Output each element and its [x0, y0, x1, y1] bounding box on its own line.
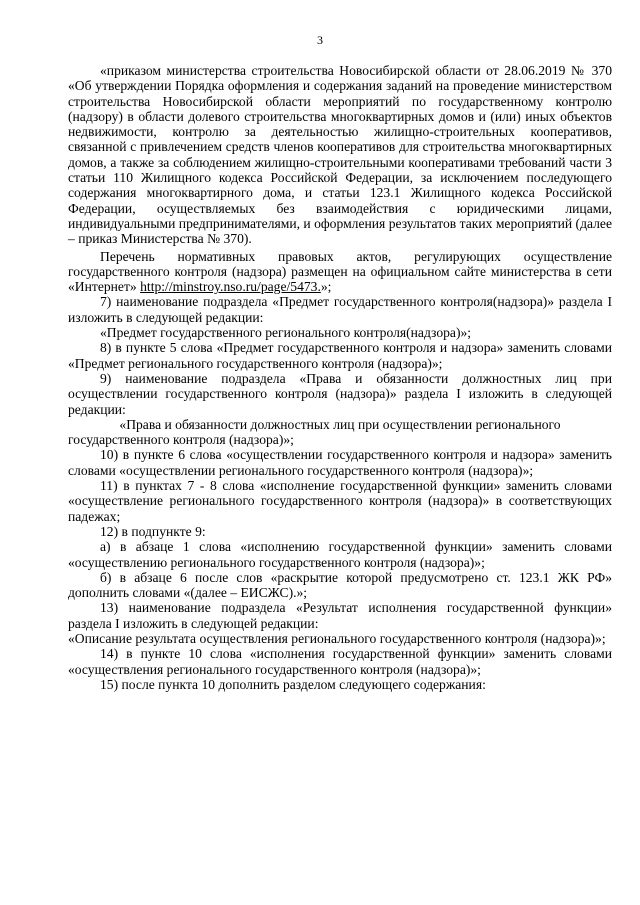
paragraph-item-14: 14) в пункте 10 слова «исполнения государственной функции» заменить словами «осуществления регионального государственного контроля (надзора)»; — [68, 646, 612, 677]
paragraph-item-12b: б) в абзаце 6 после слов «раскрытие которой предусмотрено ст. 123.1 ЖК РФ» дополнить словами «(далее – ЕИСЖС).»; — [68, 569, 612, 601]
paragraph-item-9: 9) наименование подраздела «Права и обязанности должностных лиц при осуществлении государственного контроля (надзора)» раздела I изложить в следующей редакции: — [68, 370, 612, 417]
link-suffix: »; — [320, 279, 332, 295]
paragraph-item-12: 12) в подпункте 9: — [100, 523, 206, 539]
paragraph-legal-acts — [68, 249, 612, 295]
minstroy-link[interactable]: http://minstroy.nso.ru/page/5473. — [140, 279, 321, 295]
paragraph-item-13-quote: «Описание результата осуществления регионального государственного контроля (надзора)»; — [68, 630, 606, 646]
paragraph-item-7-quote: «Предмет государственного регионального контроля(надзора)»; — [100, 325, 472, 341]
paragraph-item-12a: а) в абзаце 1 слова «исполнению государственной функции» заменить словами «осуществлению регионального государственного контроля (надзора)»; — [68, 539, 612, 570]
paragraph-item-7: 7) наименование подраздела «Предмет государственного контроля(надзора)» раздела I изложить в следующей редакции: — [68, 294, 612, 325]
paragraph-item-13: 13) наименование подраздела «Результат исполнения государственной функции» раздела I изложить в следующей редакции: — [68, 600, 612, 631]
document-body — [68, 63, 612, 692]
page-number: 3 — [317, 33, 323, 47]
legal-acts-text: Перечень нормативных правовых актов, регулирующих осуществление государственного контроля (надзора) размещен на официальном сайте министерства в сети «Интернет» — [68, 248, 612, 295]
paragraph-order-370: «приказом министерства строительства Новосибирской области от 28.06.2019 № 370 «Об утверждении Порядка оформления и содержания заданий на проведение министерством строительства Новосибирской области мероприятий по государственному контролю (надзору) в области долевого строительства многоквартирных домов и (или) иных объектов недвижимости, контролю за деятельностью жилищно-строительных кооперативов, связанной с привлечением средств членов кооперативов для строительства многоквартирных домов, а также за соблюдением жилищно-строительными кооперативами требований части 3 статьи 110 Жилищного кодекса Российской Федерации, за исключением последующего содержания многоквартирного дома, и статьи 123.1 Жилищного кодекса Российской Федерации, осуществляемых без взаимодействия с юридическими лицами, индивидуальными предпринимателями, и оформления результатов таких мероприятий (далее – приказ Министерства № 370). — [68, 63, 612, 247]
paragraph-item-8: 8) в пункте 5 слова «Предмет государственного контроля и надзора» заменить словами «Предмет регионального государственного контроля (надзора)»; — [68, 340, 612, 371]
paragraph-item-9-quote: «Права и обязанности должностных лиц при осуществлении регионального государственного контроля (надзора)»; — [68, 416, 561, 448]
paragraph-item-15: 15) после пункта 10 дополнить разделом следующего содержания: — [100, 676, 486, 692]
paragraph-item-11: 11) в пунктах 7 - 8 слова «исполнение государственной функции» заменить словами «осуществление регионального государственного контроля (надзора)» в соответствующих падежах; — [68, 478, 612, 524]
paragraph-item-10: 10) в пункте 6 слова «осуществлении государственного контроля и надзора» заменить словами «осуществлении регионального государственного контроля (надзора)»; — [68, 447, 612, 478]
